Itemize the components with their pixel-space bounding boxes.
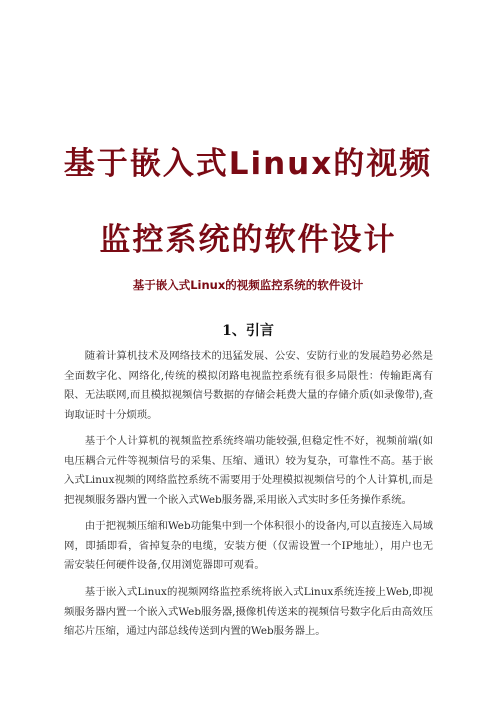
body-paragraph: 基于个人计算机的视频监控系统终端功能较强,但稳定性不好，视频前端(如电压耦合元件等视频信号的采集、压缩、通讯）较为复杂，可靠性不高。基于嵌入式Linux视频的网络监控系统不需要用于处理模拟视频信号的个人计算机,而是把视频服务器内置一个嵌入式Web服务器,采用嵌入式实时多任务操作系统。 — [64, 435, 433, 506]
body-paragraph: 随着计算机技术及网络技术的迅猛发展、公安、安防行业的发展趋势必然是全面数字化、网络化,传统的模拟闭路电视监控系统有很多局限性：传输距离有限、无法联网,而且模拟视频信号数据的存储会耗费大量的存储介质(如录像带),查询取证时十分烦琐。 — [64, 350, 433, 421]
body-paragraph: 基于嵌入式Linux的视频网络监控系统将嵌入式Linux系统连接上Web,即视频服务器内置一个嵌入式Web服务器,摄像机传送来的视频信号数字化后由高效压缩芯片压缩，通过内部总线传送到内置的Web服务器上。 — [64, 586, 433, 637]
section-heading-introduction: 1、引言 — [222, 323, 274, 339]
body-paragraph: 由于把视频压缩和Web功能集中到一个体积很小的设备内,可以直接连入局域网，即插即看，省掉复杂的电缆，安装方便（仅需设置一个IP地址），用户也无需安装任何硬件设备,仅用浏览器即可观看。 — [64, 520, 433, 571]
document-title-line-2: 监控系统的软件设计 — [99, 222, 397, 258]
document-subtitle: 基于嵌入式Linux的视频监控系统的软件设计 — [132, 278, 364, 292]
document-title-line-1: 基于嵌入式Linux的视频 — [63, 146, 433, 182]
